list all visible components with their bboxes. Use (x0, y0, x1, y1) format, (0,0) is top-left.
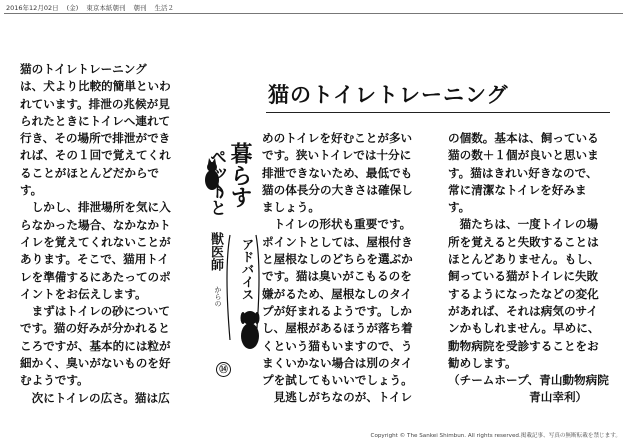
article-text-line: 飼っている猫がトイレに失敗 (448, 269, 599, 284)
series-banner (200, 140, 264, 380)
article-text-line: ころですが、基本的には粒が (20, 338, 171, 353)
article-text-line: 常に清潔なトイレを好みま (448, 182, 587, 197)
header-weekday: (金) (66, 4, 79, 12)
header-divider (4, 13, 623, 14)
article-text-line: めのトイレを好むことが多い (262, 131, 413, 145)
article-text-line: くという猫もいますので、う (262, 338, 413, 353)
article-text-line: 猫のトイレトレーニング (20, 62, 147, 76)
article-text-line: まずはトイレの砂について (20, 304, 170, 319)
page-header (6, 3, 180, 12)
article-column-1 (20, 61, 198, 407)
header-edition: 朝刊 (133, 4, 147, 12)
article-text-line: イレを覚えてくれないことが (20, 234, 171, 249)
article-text-line: 次にトイレの広さ。猫は広 (20, 390, 170, 405)
article-text-line: プを試してもいいでしょう。 (262, 373, 413, 388)
article-text-line: です。猫の好みが分かれると (20, 321, 170, 336)
copyright-footer: Copyright © The Sankei Shimbun. All rights reserved.掲載記事、写真の無断転載を禁じます。 (370, 433, 621, 439)
article-text-line: す。猫はきれい好きなので、 (448, 165, 598, 180)
article-text-line: ることがほとんどだからで (20, 165, 160, 180)
header-date: 2016年12月02日 (6, 4, 59, 12)
article-text-line: です。猫は臭いがこもるのを (262, 269, 412, 284)
article-text-line: 猫の数＋１個が良いと思いま (448, 148, 599, 163)
headline-divider (266, 112, 610, 113)
article-headline: 猫のトイレトレーニング (268, 82, 509, 107)
article-text-line: するようになったなどの変化 (448, 286, 599, 301)
article-text-line: れています。排泄の兆候が見 (20, 96, 170, 111)
article-column-3 (448, 130, 620, 407)
header-section: 生活２ (154, 4, 174, 12)
article-text-line: ましょう。 (262, 200, 320, 215)
article-text-line: 排泄できないため、最低でも (262, 165, 413, 180)
article-text-line: プが好まれるようです。しか (262, 303, 412, 318)
article-text-line: ンかもしれません。早めに、 (448, 321, 600, 336)
article-text-line: 勧めします。 (448, 355, 517, 370)
header-paper: 東京本紙朝刊 (86, 4, 126, 12)
article-text-line: し、屋根があるほうが落ち着 (262, 321, 413, 336)
article-text-line: 青山幸利） (448, 390, 588, 405)
article-text-line: 行き、その場所で排泄ができ (20, 131, 171, 146)
dog-silhouette-icon (241, 311, 260, 349)
article-text-line: しかし、排泄場所を気に入 (20, 200, 171, 215)
article-text-line: です。狭いトイレでは十分に (262, 148, 412, 163)
article-text-line: むようです。 (20, 373, 89, 388)
article-text-line: があれば、それは病気のサイ (448, 303, 598, 318)
series-subtitle-vet: 獣医師 (208, 232, 223, 271)
article-text-line: ポイントとしては、屋根付き (262, 234, 413, 249)
article-text-line: あります。そこで、猫用トイ (20, 252, 169, 267)
article-text-line: られたときにトイレへ連れて (20, 113, 171, 128)
series-title-line1: ペットと (206, 148, 226, 216)
article-text-line: イントをお伝えします。 (20, 286, 147, 301)
series-subtitle-kara: からの (214, 286, 222, 307)
article-text-line: レを準備するにあたってのポ (20, 269, 171, 284)
article-text-line: らなかった場合、なかなかト (20, 217, 171, 232)
article-text-line: ほとんどありません。もし、 (448, 252, 600, 267)
article-text-line: （チームホープ、青山動物病院 (448, 373, 609, 388)
article-text-line: 動物病院を受診することをお (448, 338, 599, 353)
article-text-line: は、犬より比較的簡単といわ (20, 79, 171, 94)
article-text-line: 猫の体長分の大きさは確保し (262, 182, 413, 197)
article-text-line: 嫌がるため、屋根なしのタイ (262, 286, 413, 301)
installment-number: ⑭ (216, 362, 231, 377)
article-text-line: 細かく、臭いがないものを好 (20, 356, 171, 371)
series-subtitle-advice: アドバイス (240, 238, 255, 301)
article-text-line: れば、その１回で覚えてくれ (20, 148, 171, 163)
article-text-line: トイレの形状も重要です。 (262, 217, 412, 232)
article-text-line: す。 (448, 200, 471, 215)
article-column-2 (262, 130, 434, 407)
article-text-line: す。 (20, 183, 43, 198)
article-text-line: と屋根なしのどちらを選ぶか (262, 252, 413, 267)
article-text-line: 猫たちは、一度トイレの場 (448, 217, 599, 232)
article-text-line: 所を覚えると失敗することは (448, 234, 599, 249)
series-title-line2: 暮らす (227, 142, 252, 208)
article-text-line: まくいかない場合は別のタイ (262, 355, 413, 370)
article-text-line: 見逃しがちなのが、トイレ (262, 390, 413, 405)
article-text-line: の個数。基本は、飼っている (448, 131, 599, 145)
